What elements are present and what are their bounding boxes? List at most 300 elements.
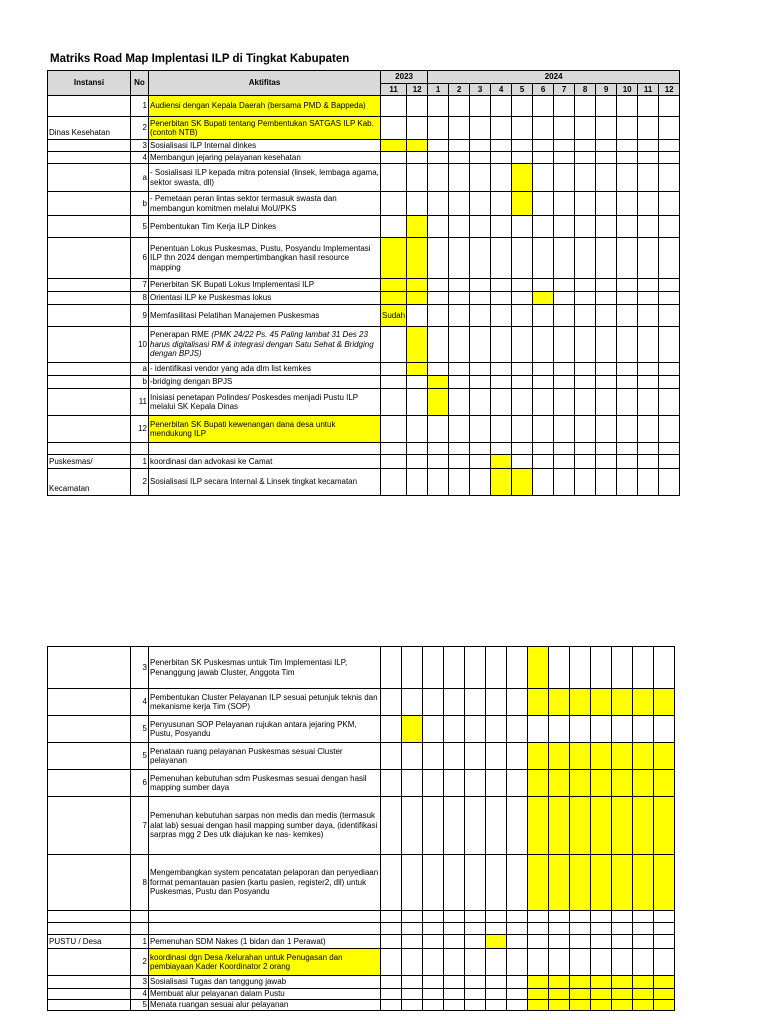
schedule-cell — [633, 647, 654, 689]
schedule-cell-filled — [381, 238, 407, 279]
schedule-cell — [449, 305, 470, 327]
schedule-cell — [596, 279, 617, 292]
table-row — [48, 96, 680, 117]
schedule-cell — [449, 238, 470, 279]
instansi-cell — [48, 770, 131, 797]
schedule-cell — [381, 647, 402, 689]
schedule-cell — [575, 327, 596, 363]
schedule-cell — [659, 216, 680, 238]
schedule-cell — [591, 923, 612, 935]
schedule-cell — [533, 376, 554, 389]
instansi-cell — [48, 797, 131, 855]
schedule-cell — [470, 96, 491, 117]
schedule-cell — [612, 716, 633, 743]
schedule-cell — [449, 216, 470, 238]
row-number: 10 — [131, 327, 149, 363]
schedule-cell — [570, 647, 591, 689]
schedule-cell — [486, 923, 507, 935]
schedule-cell — [402, 770, 423, 797]
schedule-cell — [491, 292, 512, 305]
schedule-cell — [596, 327, 617, 363]
row-number — [131, 923, 149, 935]
schedule-cell — [633, 935, 654, 949]
table-row — [48, 117, 680, 140]
schedule-cell — [528, 949, 549, 976]
table-row — [48, 292, 680, 305]
schedule-cell — [575, 140, 596, 152]
roadmap-table-top — [47, 70, 680, 496]
instansi-cell — [48, 164, 131, 192]
schedule-cell-filled — [591, 770, 612, 797]
schedule-cell — [617, 216, 638, 238]
instansi-cell: Puskesmas/ — [48, 455, 131, 469]
schedule-cell — [654, 949, 675, 976]
schedule-cell — [554, 164, 575, 192]
schedule-cell — [381, 716, 402, 743]
schedule-cell — [575, 376, 596, 389]
row-number: 5 — [131, 1000, 149, 1011]
activity-cell: Penyusunan SOP Pelayanan rujukan antara jejaring PKM, Pustu, Posyandu — [149, 716, 381, 743]
schedule-cell — [512, 305, 533, 327]
roadmap-table-bottom — [47, 646, 675, 1011]
schedule-cell — [381, 152, 407, 164]
schedule-cell-filled — [612, 797, 633, 855]
schedule-cell-filled — [654, 770, 675, 797]
schedule-cell-filled — [633, 770, 654, 797]
schedule-cell — [491, 96, 512, 117]
instansi-cell — [48, 855, 131, 911]
schedule-cell — [428, 455, 449, 469]
schedule-cell — [528, 923, 549, 935]
schedule-cell — [533, 279, 554, 292]
row-number: 4 — [131, 689, 149, 716]
activity-cell: Sosialisasi Tugas dan tanggung jawab — [149, 976, 381, 989]
schedule-cell — [449, 443, 470, 455]
schedule-cell — [554, 363, 575, 376]
schedule-cell-filled — [407, 216, 428, 238]
schedule-cell — [596, 117, 617, 140]
schedule-cell — [533, 305, 554, 327]
schedule-cell — [617, 376, 638, 389]
activity-cell: Mengembangkan system pencatatan pelaporan dan penyediaan format pemantauan pasien (kartu pasien, register2, dll) untuk Puskesmas, Pustu dan Posyandu — [149, 855, 381, 911]
instansi-cell — [48, 689, 131, 716]
schedule-cell-filled — [654, 855, 675, 911]
schedule-cell-filled — [528, 743, 549, 770]
schedule-cell — [486, 743, 507, 770]
schedule-cell-filled — [428, 376, 449, 389]
schedule-cell — [596, 192, 617, 216]
row-number: 7 — [131, 797, 149, 855]
schedule-cell — [486, 911, 507, 923]
schedule-cell — [617, 164, 638, 192]
schedule-cell-filled — [633, 797, 654, 855]
schedule-cell — [428, 117, 449, 140]
schedule-cell — [512, 363, 533, 376]
schedule-cell-filled — [570, 689, 591, 716]
instansi-cell: PUSTU / Desa — [48, 935, 131, 949]
schedule-cell — [533, 192, 554, 216]
schedule-cell-filled — [570, 855, 591, 911]
schedule-cell — [428, 96, 449, 117]
schedule-cell — [617, 443, 638, 455]
schedule-cell — [617, 140, 638, 152]
schedule-cell — [554, 389, 575, 416]
schedule-cell — [465, 855, 486, 911]
schedule-cell — [428, 327, 449, 363]
schedule-cell — [638, 455, 659, 469]
activity-cell: Membangun jejaring pelayanan kesehatan — [149, 152, 381, 164]
schedule-cell — [491, 279, 512, 292]
schedule-cell — [444, 935, 465, 949]
schedule-cell — [444, 797, 465, 855]
schedule-cell — [470, 292, 491, 305]
schedule-cell-filled — [570, 976, 591, 989]
schedule-cell-filled — [633, 1000, 654, 1011]
schedule-cell — [381, 192, 407, 216]
schedule-cell — [428, 363, 449, 376]
schedule-cell — [570, 716, 591, 743]
schedule-cell — [407, 416, 428, 443]
activity-cell: koordinasi dgn Desa /kelurahan untuk Penugasan dan pembiayaan Kader Koordinator 2 orang — [149, 949, 381, 976]
header-month: 9 — [596, 84, 617, 96]
instansi-cell — [48, 989, 131, 1000]
schedule-cell — [381, 469, 407, 496]
schedule-cell-filled — [549, 989, 570, 1000]
schedule-cell — [449, 96, 470, 117]
schedule-cell-filled — [654, 797, 675, 855]
schedule-cell-filled — [549, 743, 570, 770]
schedule-cell — [575, 238, 596, 279]
schedule-cell — [617, 416, 638, 443]
schedule-cell-filled — [570, 1000, 591, 1011]
table-row — [48, 140, 680, 152]
schedule-cell-filled — [612, 743, 633, 770]
schedule-cell — [575, 152, 596, 164]
schedule-cell-filled — [654, 689, 675, 716]
schedule-cell — [659, 279, 680, 292]
schedule-cell — [470, 455, 491, 469]
schedule-cell — [654, 923, 675, 935]
activity-cell: Pembentukan Tim Kerja ILP Dinkes — [149, 216, 381, 238]
schedule-cell-filled — [407, 327, 428, 363]
row-number: 2 — [131, 949, 149, 976]
status-label: Sudah — [382, 310, 406, 320]
schedule-cell — [407, 455, 428, 469]
schedule-cell — [381, 363, 407, 376]
header-aktifitas: Aktifitas — [149, 71, 381, 96]
schedule-cell-filled — [633, 855, 654, 911]
schedule-cell-filled — [633, 989, 654, 1000]
header-month: 2 — [449, 84, 470, 96]
schedule-cell — [512, 140, 533, 152]
schedule-cell-filled — [654, 743, 675, 770]
schedule-cell-filled — [570, 743, 591, 770]
schedule-cell — [591, 935, 612, 949]
schedule-cell — [659, 117, 680, 140]
activity-cell: Pembentukan Cluster Pelayanan ILP sesuai petunjuk teknis dan mekanisme kerja Tim (SOP) — [149, 689, 381, 716]
schedule-cell — [444, 923, 465, 935]
instansi-cell — [48, 96, 131, 117]
schedule-cell — [596, 305, 617, 327]
schedule-cell — [449, 376, 470, 389]
schedule-cell — [465, 647, 486, 689]
instansi-cell — [48, 389, 131, 416]
schedule-cell — [617, 305, 638, 327]
schedule-cell — [465, 935, 486, 949]
row-number: 4 — [131, 989, 149, 1000]
table-row — [48, 976, 675, 989]
schedule-cell — [638, 96, 659, 117]
schedule-cell — [528, 716, 549, 743]
schedule-cell — [638, 469, 659, 496]
schedule-cell — [491, 327, 512, 363]
schedule-cell — [549, 923, 570, 935]
schedule-cell — [533, 416, 554, 443]
schedule-cell — [491, 192, 512, 216]
schedule-cell-filled — [654, 976, 675, 989]
schedule-cell — [507, 989, 528, 1000]
schedule-cell — [591, 949, 612, 976]
schedule-cell — [512, 376, 533, 389]
schedule-cell — [570, 935, 591, 949]
schedule-cell — [596, 164, 617, 192]
schedule-cell — [533, 117, 554, 140]
schedule-cell — [428, 238, 449, 279]
schedule-cell — [423, 1000, 444, 1011]
schedule-cell — [617, 152, 638, 164]
page-title: Matriks Road Map Implentasi ILP di Tingkat Kabupaten — [50, 53, 350, 65]
schedule-cell — [428, 140, 449, 152]
schedule-cell — [407, 389, 428, 416]
row-number: 3 — [131, 647, 149, 689]
activity-cell: Pemenuhan kebutuhan sdm Puskesmas sesuai dengan hasil mapping sumber daya — [149, 770, 381, 797]
activity-cell: Pemenuhan kebutuhan sarpas non medis dan medis (termasuk alat lab) sesuai dengan hasil mapping sumber daya, (identifikasi sarpras mgg 2 Des utk diajukan ke nas- kemkes) — [149, 797, 381, 855]
schedule-cell — [470, 416, 491, 443]
instansi-cell — [48, 140, 131, 152]
schedule-cell — [638, 443, 659, 455]
schedule-cell-filled — [654, 989, 675, 1000]
instansi-cell — [48, 305, 131, 327]
schedule-cell — [470, 216, 491, 238]
schedule-cell — [470, 117, 491, 140]
schedule-cell — [402, 797, 423, 855]
schedule-cell-filled — [512, 192, 533, 216]
schedule-cell — [381, 911, 402, 923]
table-row — [48, 376, 680, 389]
schedule-cell — [486, 949, 507, 976]
schedule-cell — [470, 443, 491, 455]
schedule-cell — [486, 770, 507, 797]
instansi-cell — [48, 363, 131, 376]
schedule-cell — [659, 327, 680, 363]
schedule-cell — [444, 716, 465, 743]
row-number: 6 — [131, 238, 149, 279]
instansi-cell — [48, 743, 131, 770]
schedule-cell — [617, 455, 638, 469]
header-instansi: Instansi — [48, 71, 131, 96]
schedule-cell — [617, 469, 638, 496]
schedule-cell — [381, 416, 407, 443]
activity-cell: - Pemetaan peran lintas sektor termasuk swasta dan membangun komitmen melalui MoU/PKS — [149, 192, 381, 216]
instansi-cell — [48, 911, 131, 923]
row-number: 1 — [131, 96, 149, 117]
table-row — [48, 923, 675, 935]
schedule-cell-filled — [381, 305, 407, 327]
schedule-cell — [638, 389, 659, 416]
activity-cell — [149, 923, 381, 935]
schedule-cell-filled — [612, 1000, 633, 1011]
table-row — [48, 743, 675, 770]
schedule-cell — [617, 192, 638, 216]
activity-cell: Penerbitan SK Bupati tentang Pembentukan SATGAS ILP Kab. (contoh NTB) — [149, 117, 381, 140]
schedule-cell — [533, 389, 554, 416]
schedule-cell — [428, 192, 449, 216]
schedule-cell — [381, 689, 402, 716]
schedule-cell — [449, 363, 470, 376]
schedule-cell — [507, 797, 528, 855]
table-row — [48, 305, 680, 327]
instansi-cell — [48, 647, 131, 689]
header-month: 5 — [512, 84, 533, 96]
instansi-cell — [48, 292, 131, 305]
schedule-cell — [512, 238, 533, 279]
schedule-cell — [491, 363, 512, 376]
schedule-cell — [633, 949, 654, 976]
schedule-cell-filled — [549, 797, 570, 855]
schedule-cell — [659, 363, 680, 376]
schedule-cell — [507, 923, 528, 935]
schedule-cell — [381, 989, 402, 1000]
schedule-cell — [381, 743, 402, 770]
schedule-cell — [654, 647, 675, 689]
schedule-cell — [423, 935, 444, 949]
row-number: 1 — [131, 935, 149, 949]
schedule-cell — [596, 152, 617, 164]
row-number: a — [131, 363, 149, 376]
schedule-cell — [407, 305, 428, 327]
schedule-cell — [402, 911, 423, 923]
schedule-cell — [554, 443, 575, 455]
schedule-cell — [381, 1000, 402, 1011]
schedule-cell — [528, 911, 549, 923]
schedule-cell — [507, 770, 528, 797]
schedule-cell — [575, 192, 596, 216]
schedule-cell — [423, 989, 444, 1000]
schedule-cell-filled — [612, 770, 633, 797]
schedule-cell — [533, 238, 554, 279]
schedule-cell — [491, 216, 512, 238]
schedule-cell-filled — [612, 976, 633, 989]
activity-cell: Penataan ruang pelayanan Puskesmas sesuai Cluster pelayanan — [149, 743, 381, 770]
schedule-cell — [381, 216, 407, 238]
schedule-cell — [486, 1000, 507, 1011]
activity-cell: - identifikasi vendor yang ada dlm list kemkes — [149, 363, 381, 376]
schedule-cell — [596, 416, 617, 443]
schedule-cell — [575, 455, 596, 469]
activity-cell: -bridging dengan BPJS — [149, 376, 381, 389]
schedule-cell — [491, 389, 512, 416]
header-year-2024: 2024 — [428, 71, 680, 84]
schedule-cell-filled — [549, 855, 570, 911]
schedule-cell — [512, 455, 533, 469]
schedule-cell — [423, 716, 444, 743]
schedule-cell — [444, 743, 465, 770]
schedule-cell — [449, 416, 470, 443]
schedule-cell — [554, 279, 575, 292]
schedule-cell — [554, 152, 575, 164]
schedule-cell — [444, 976, 465, 989]
schedule-cell-filled — [591, 743, 612, 770]
table-row — [48, 192, 680, 216]
row-number: 6 — [131, 770, 149, 797]
schedule-cell — [612, 923, 633, 935]
schedule-cell — [491, 117, 512, 140]
schedule-cell — [444, 770, 465, 797]
schedule-cell — [596, 443, 617, 455]
schedule-cell — [659, 416, 680, 443]
schedule-cell — [638, 292, 659, 305]
schedule-cell-filled — [533, 292, 554, 305]
schedule-cell — [486, 716, 507, 743]
schedule-cell — [638, 164, 659, 192]
instansi-cell — [48, 443, 131, 455]
schedule-cell — [654, 716, 675, 743]
schedule-cell — [428, 292, 449, 305]
table-row — [48, 935, 675, 949]
schedule-cell-filled — [570, 797, 591, 855]
schedule-cell — [554, 416, 575, 443]
activity-cell: Penerbitan SK Puskesmas untuk Tim Implementasi ILP, Penanggung jawab Cluster, Anggota Tim — [149, 647, 381, 689]
header-month: 4 — [491, 84, 512, 96]
schedule-cell — [659, 443, 680, 455]
schedule-cell — [638, 327, 659, 363]
schedule-cell — [465, 949, 486, 976]
row-number: b — [131, 376, 149, 389]
schedule-cell — [617, 117, 638, 140]
instansi-cell: Kecamatan — [48, 469, 131, 496]
schedule-cell — [638, 416, 659, 443]
table-row — [48, 1000, 675, 1011]
schedule-cell — [470, 327, 491, 363]
row-number: 5 — [131, 743, 149, 770]
schedule-cell — [381, 976, 402, 989]
schedule-cell — [596, 363, 617, 376]
schedule-cell — [554, 327, 575, 363]
schedule-cell — [444, 647, 465, 689]
schedule-cell — [654, 911, 675, 923]
schedule-cell — [423, 855, 444, 911]
schedule-cell-filled — [407, 279, 428, 292]
table-row — [48, 152, 680, 164]
schedule-cell — [428, 305, 449, 327]
schedule-cell — [449, 140, 470, 152]
schedule-cell-filled — [528, 797, 549, 855]
table-row — [48, 216, 680, 238]
table-row — [48, 389, 680, 416]
activity-cell: Penentuan Lokus Puskesmas, Pustu, Posyandu Implementasi ILP thn 2024 dengan mempertimbangkan hasil resource mapping — [149, 238, 381, 279]
schedule-cell — [507, 1000, 528, 1011]
schedule-cell — [402, 923, 423, 935]
schedule-cell-filled — [528, 647, 549, 689]
schedule-cell — [444, 855, 465, 911]
schedule-cell — [407, 152, 428, 164]
schedule-cell — [533, 327, 554, 363]
row-number — [131, 443, 149, 455]
table-row — [48, 363, 680, 376]
schedule-cell — [549, 716, 570, 743]
schedule-cell — [617, 96, 638, 117]
schedule-cell — [659, 192, 680, 216]
